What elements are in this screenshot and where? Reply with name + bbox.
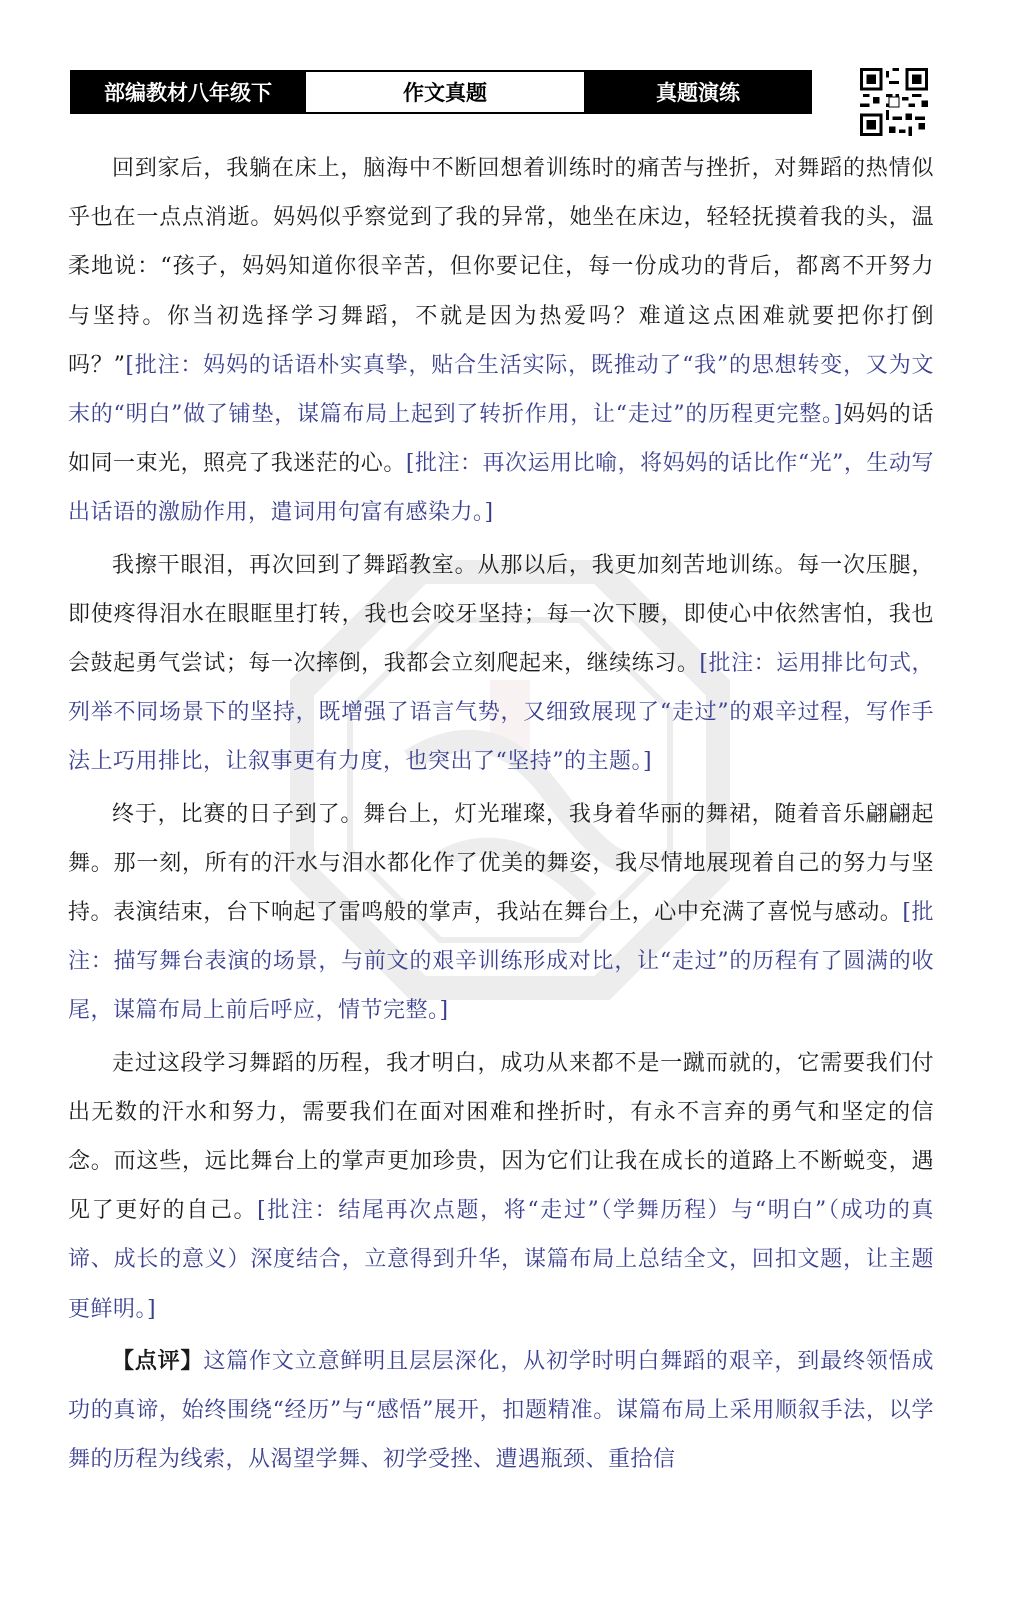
review-text: 这篇作文立意鲜明且层层深化，从初学时明白舞蹈的艰辛，到最终领悟成功的真谛，始终围绕“经历”与“感悟”展开，扣题精准。谋篇布局上采用顺叙手法，以学舞的历程为线索，从渴望学舞、初学受挫、遭遇瓶颈、重拾信 — [68, 1348, 934, 1473]
essay-paragraph-1 — [68, 144, 934, 538]
essay-paragraph-3 — [68, 790, 934, 1036]
header-section: 真题演练 — [586, 72, 810, 112]
header-bar — [70, 70, 812, 114]
paragraph-text: 妈妈的话如同一束光，照亮了我迷茫的心。 — [68, 402, 934, 477]
header-category: 作文真题 — [304, 72, 586, 112]
paragraph-text: 我擦干眼泪，再次回到了舞蹈教室。从那以后，我更加刻苦地训练。每一次压腿，即使疼得泪水在眼眶里打转，我也会咬牙坚持；每一次下腰，即使心中依然害怕，我也会鼓起勇气尝试；每一次摔倒，我都会立刻爬起来，继续练习。 — [68, 552, 934, 677]
annotation: [批注：再次运用比喻，将妈妈的话比作“光”，生动写出话语的激励作用，遣词用句富有感染力。] — [68, 451, 934, 526]
paragraph-text: 走过这段学习舞蹈的历程，我才明白，成功从来都不是一蹴而就的，它需要我们付出无数的汗水和努力，需要我们在面对困难和挫折时，有永不言弃的勇气和坚定的信念。而这些，远比舞台上的掌声更加珍贵，因为它们让我在成长的道路上不断蜕变，遇见了更好的自己。 — [68, 1050, 934, 1224]
header-grade: 部编教材八年级下 — [72, 72, 304, 112]
annotation: [批注：描写舞台表演的场景，与前文的艰辛训练形成对比，让“走过”的历程有了圆满的收尾，谋篇布局上前后呼应，情节完整。] — [68, 900, 934, 1024]
annotation: [批注：运用排比句式，列举不同场景下的坚持，既增强了语言气势，又细致展现了“走过”的艰辛过程，写作手法上巧用排比，让叙事更有力度，也突出了“坚持”的主题。] — [68, 651, 934, 775]
essay-paragraph-4 — [68, 1039, 934, 1334]
paragraph-text: 回到家后，我躺在床上，脑海中不断回想着训练时的痛苦与挫折，对舞蹈的热情似乎也在一点点消逝。妈妈似乎察觉到了我的异常，她坐在床边，轻轻抚摸着我的头，温柔地说：“孩子，妈妈知道你很辛苦，但你要记住，每一份成功的背后，都离不开努力与坚持。你当初选择学习舞蹈，不就是因为热爱吗？难道这点困难就要把你打倒吗？” — [68, 156, 934, 378]
annotation: [批注：结尾再次点题，将“走过”（学舞历程）与“明白”（成功的真谛、成长的意义）深度结合，立意得到升华，谋篇布局上总结全文，回扣文题，让主题更鲜明。] — [68, 1198, 934, 1322]
paragraph-text: 终于，比赛的日子到了。舞台上，灯光璀璨，我身着华丽的舞裙，随着音乐翩翩起舞。那一刻，所有的汗水与泪水都化作了优美的舞姿，我尽情地展现着自己的努力与坚持。表演结束，台下响起了雷鸣般的掌声，我站在舞台上，心中充满了喜悦与感动。 — [68, 801, 934, 926]
review-paragraph — [68, 1337, 934, 1485]
annotation: [批注：妈妈的话语朴实真挚，贴合生活实际，既推动了“我”的思想转变，又为文末的“明白”做了铺垫，谋篇布局上起到了转折作用，让“走过”的历程更完整。] — [68, 352, 934, 428]
essay-paragraph-2 — [68, 541, 934, 787]
review-tag: 【点评】 — [112, 1347, 204, 1374]
qr-code-icon — [860, 68, 928, 136]
essay-body — [68, 144, 934, 1484]
